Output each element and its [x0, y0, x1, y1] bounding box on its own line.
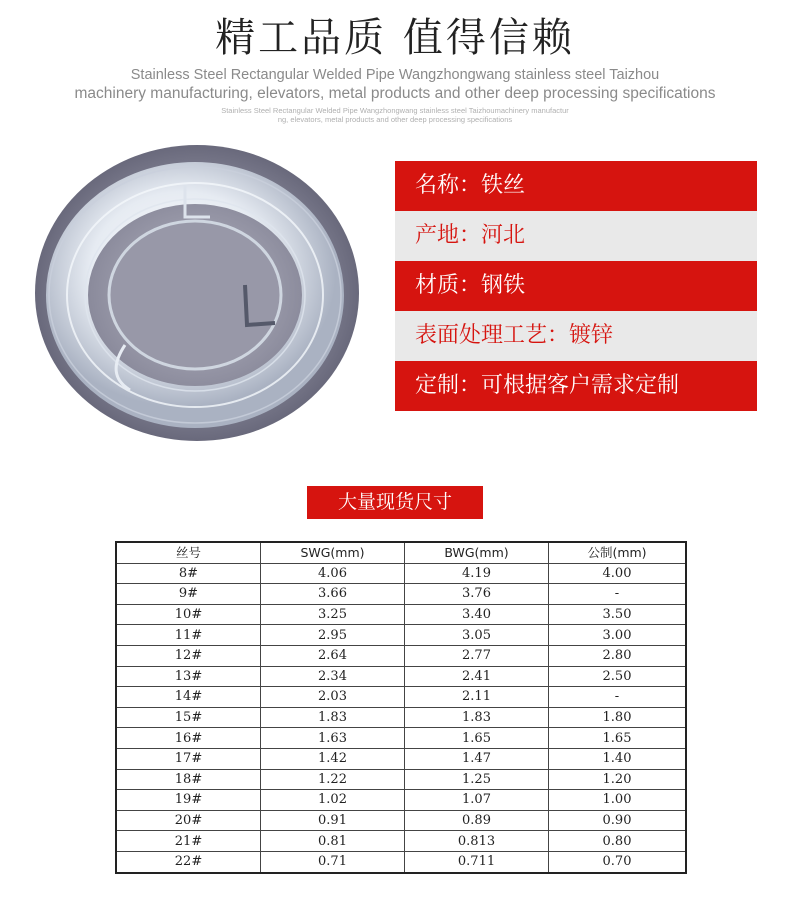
table-row — [116, 563, 686, 584]
cell-gauge: 9# — [116, 584, 261, 605]
table-row — [116, 790, 686, 811]
cell-swg: 0.91 — [261, 810, 405, 831]
cell-swg: 3.66 — [261, 584, 405, 605]
table-body — [116, 563, 686, 872]
cell-gauge: 17# — [116, 748, 261, 769]
spec-material: 材质：钢铁 — [395, 261, 757, 311]
table-row — [116, 604, 686, 625]
cell-swg: 1.42 — [261, 748, 405, 769]
cell-metric: 1.40 — [549, 748, 687, 769]
cell-metric: 2.50 — [549, 666, 687, 687]
cell-metric: - — [549, 687, 687, 708]
cell-gauge: 21# — [116, 831, 261, 852]
header-swg: SWG(mm) — [261, 542, 405, 563]
cell-swg: 2.34 — [261, 666, 405, 687]
table-row — [116, 687, 686, 708]
table-row — [116, 728, 686, 749]
cell-swg: 2.64 — [261, 645, 405, 666]
cell-metric: 1.80 — [549, 707, 687, 728]
cell-gauge: 20# — [116, 810, 261, 831]
cell-bwg: 3.05 — [405, 625, 549, 646]
subtitle-line-1: Stainless Steel Rectangular Welded Pipe Wangzhongwang stainless steel Taizhou — [130, 67, 660, 83]
spec-origin: 产地：河北 — [395, 211, 757, 261]
cell-gauge: 14# — [116, 687, 261, 708]
cell-gauge: 12# — [116, 645, 261, 666]
page-title: 精工品质 值得信赖 — [215, 15, 575, 61]
cell-gauge: 18# — [116, 769, 261, 790]
subtitle-small — [0, 106, 790, 124]
cell-swg: 2.95 — [261, 625, 405, 646]
cell-bwg: 1.47 — [405, 748, 549, 769]
subtitle-small-line-1: Stainless Steel Rectangular Welded Pipe Wangzhongwang stainless steel Taizhoumachinery manufactur — [221, 106, 569, 115]
cell-metric: 0.70 — [549, 851, 687, 872]
cell-metric: 2.80 — [549, 645, 687, 666]
cell-swg: 2.03 — [261, 687, 405, 708]
header-gauge: 丝号 — [116, 542, 261, 563]
spec-name: 名称：铁丝 — [395, 161, 757, 211]
table-row — [116, 769, 686, 790]
cell-gauge: 19# — [116, 790, 261, 811]
cell-gauge: 22# — [116, 851, 261, 872]
cell-swg: 0.81 — [261, 831, 405, 852]
cell-metric: 0.80 — [549, 831, 687, 852]
table-row — [116, 645, 686, 666]
table-row — [116, 748, 686, 769]
wire-coil-photo — [35, 145, 360, 442]
cell-bwg: 2.77 — [405, 645, 549, 666]
cell-metric: - — [549, 584, 687, 605]
table-row — [116, 666, 686, 687]
cell-bwg: 0.711 — [405, 851, 549, 872]
table-row — [116, 851, 686, 872]
cell-swg: 1.02 — [261, 790, 405, 811]
cell-swg: 1.22 — [261, 769, 405, 790]
cell-gauge: 11# — [116, 625, 261, 646]
cell-gauge: 8# — [116, 563, 261, 584]
cell-swg: 1.83 — [261, 707, 405, 728]
table-row — [116, 584, 686, 605]
cell-bwg: 1.25 — [405, 769, 549, 790]
cell-swg: 3.25 — [261, 604, 405, 625]
cell-bwg: 1.07 — [405, 790, 549, 811]
cell-gauge: 16# — [116, 728, 261, 749]
header-bwg: BWG(mm) — [405, 542, 549, 563]
table-header-row — [116, 542, 686, 563]
cell-gauge: 13# — [116, 666, 261, 687]
cell-metric: 3.00 — [549, 625, 687, 646]
cell-gauge: 15# — [116, 707, 261, 728]
cell-bwg: 2.11 — [405, 687, 549, 708]
size-table — [115, 541, 687, 874]
cell-metric: 1.20 — [549, 769, 687, 790]
cell-metric: 1.65 — [549, 728, 687, 749]
cell-swg: 4.06 — [261, 563, 405, 584]
cell-bwg: 0.813 — [405, 831, 549, 852]
cell-gauge: 10# — [116, 604, 261, 625]
spec-custom: 定制：可根据客户需求定制 — [395, 361, 757, 411]
cell-bwg: 2.41 — [405, 666, 549, 687]
cell-metric: 0.90 — [549, 810, 687, 831]
cell-swg: 0.71 — [261, 851, 405, 872]
subtitle-small-line-2: ng, elevators, metal products and other deep processing specifications — [277, 115, 513, 124]
table-row — [116, 707, 686, 728]
cell-bwg: 4.19 — [405, 563, 549, 584]
header-metric: 公制(mm) — [549, 542, 687, 563]
spec-list — [395, 161, 757, 411]
cell-metric: 3.50 — [549, 604, 687, 625]
cell-metric: 1.00 — [549, 790, 687, 811]
cell-bwg: 3.76 — [405, 584, 549, 605]
cell-bwg: 0.89 — [405, 810, 549, 831]
cell-bwg: 3.40 — [405, 604, 549, 625]
table-row — [116, 625, 686, 646]
cell-metric: 4.00 — [549, 563, 687, 584]
table-row — [116, 810, 686, 831]
subtitle-line-2: machinery manufacturing, elevators, metal products and other deep processing specifications — [74, 85, 716, 102]
spec-surface: 表面处理工艺：镀锌 — [395, 311, 757, 361]
cell-swg: 1.63 — [261, 728, 405, 749]
section-title: 大量现货尺寸 — [307, 486, 483, 519]
table-row — [116, 831, 686, 852]
cell-bwg: 1.65 — [405, 728, 549, 749]
cell-bwg: 1.83 — [405, 707, 549, 728]
